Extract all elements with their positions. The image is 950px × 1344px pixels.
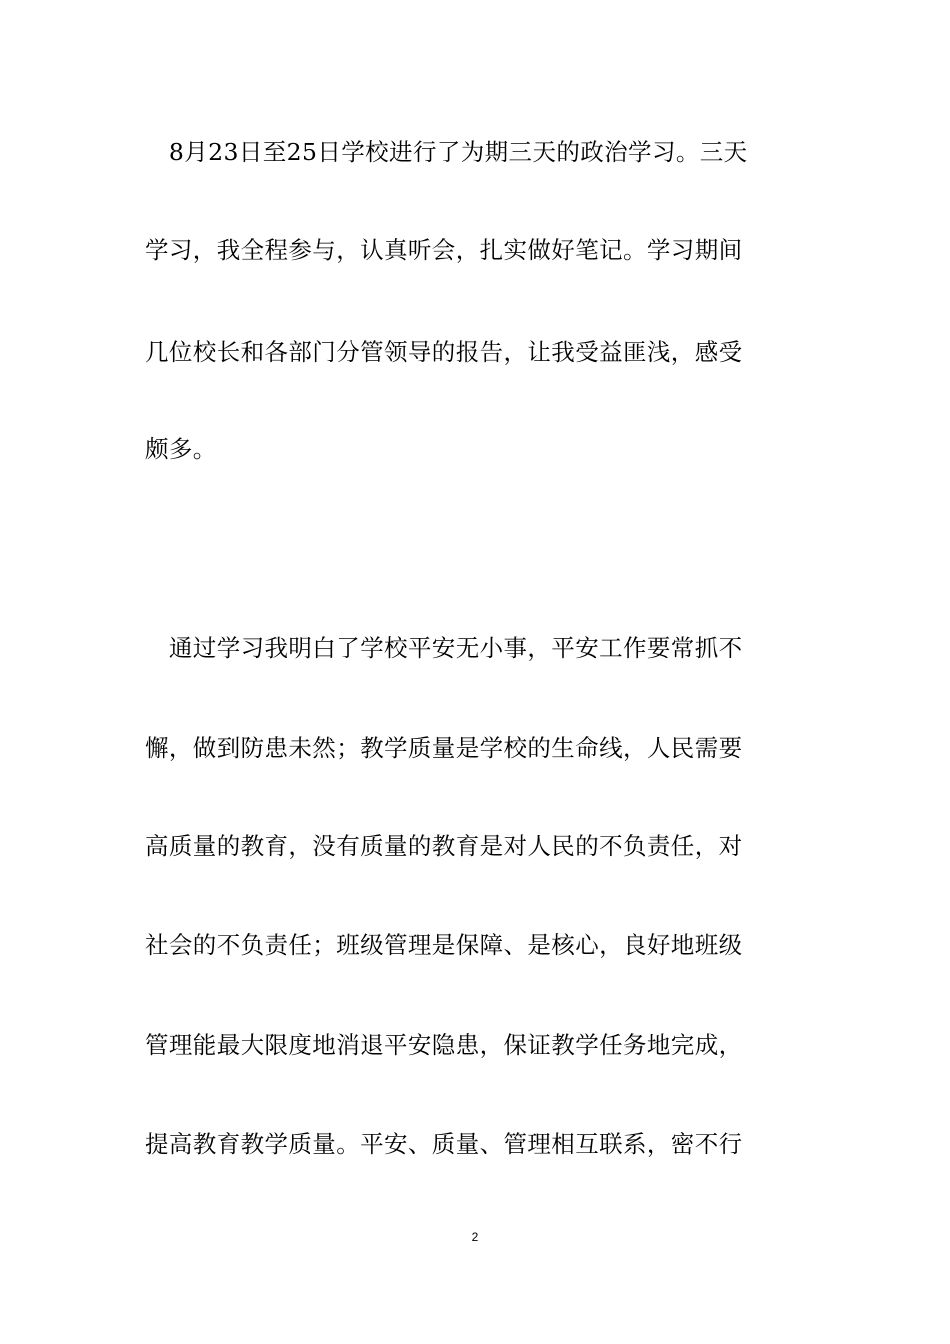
text-line: 高质量的教育，没有质量的教育是对人民的不负责任，对	[145, 832, 743, 860]
page-number: 2	[471, 1230, 479, 1244]
text-line: 几位校长和各部门分管领导的报告，让我受益匪浅，感受	[145, 338, 743, 366]
text-line: 8月23日至25日学校进行了为期三天的政治学习。三天	[145, 138, 748, 166]
text-line: 懈，做到防患未然；教学质量是学校的生命线，人民需要	[145, 734, 743, 762]
text-line: 社会的不负责任；班级管理是保障、是核心，良好地班级	[145, 931, 743, 959]
text-line: 学习，我全程参与，认真听会，扎实做好笔记。学习期间	[145, 236, 743, 264]
text-line: 颇多。	[145, 435, 217, 463]
text-line: 管理能最大限度地消退平安隐患，保证教学任务地完成，	[145, 1031, 743, 1059]
text-line: 提高教育教学质量。平安、质量、管理相互联系，密不行	[145, 1130, 743, 1158]
text-line: 通过学习我明白了学校平安无小事，平安工作要常抓不	[145, 634, 743, 662]
